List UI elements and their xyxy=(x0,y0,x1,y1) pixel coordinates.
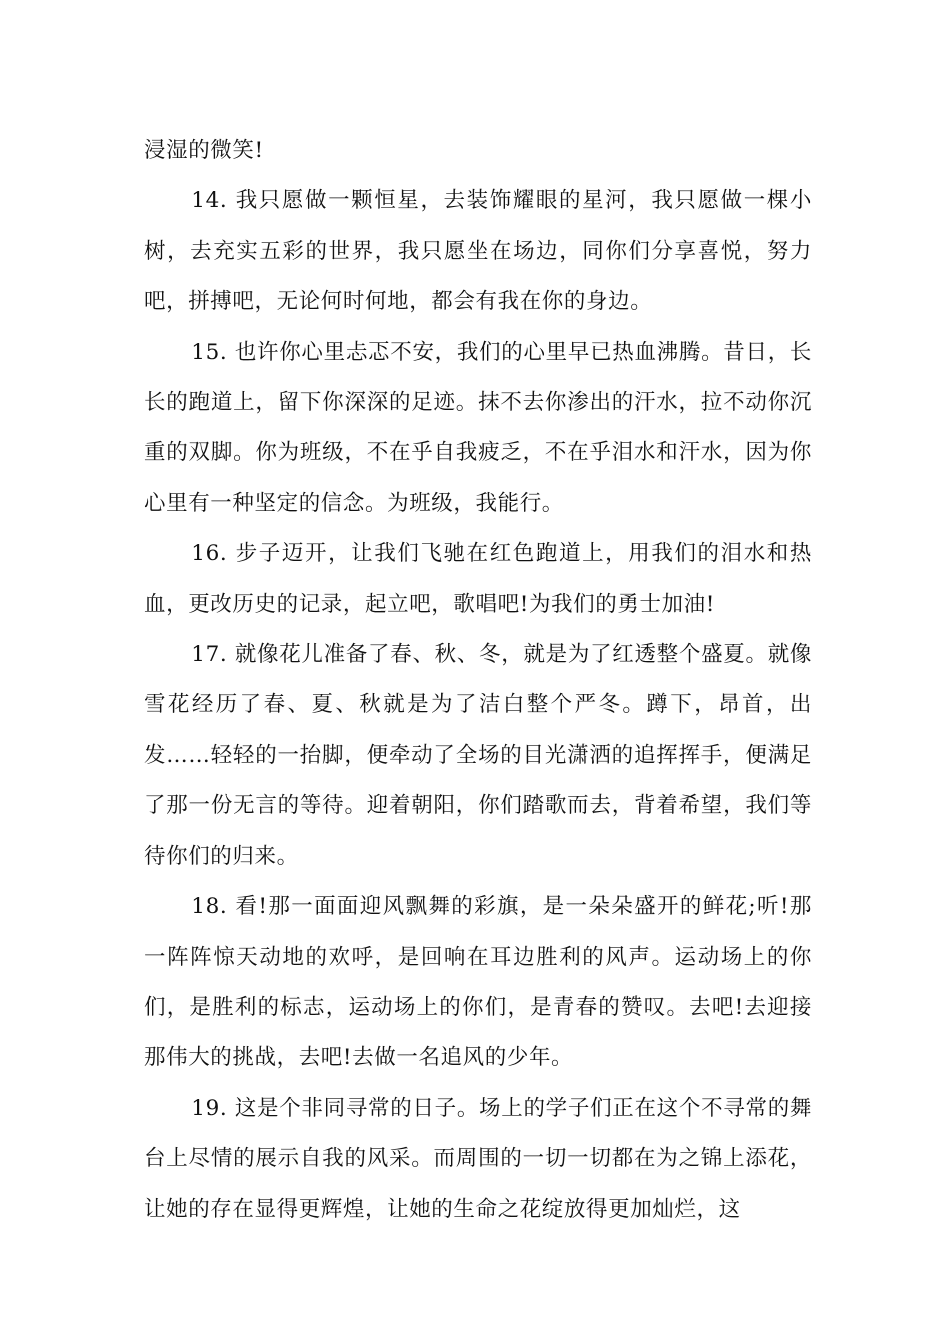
paragraph-18: 18. 看!那一面面迎风飘舞的彩旗，是一朵朵盛开的鲜花;听!那一阵阵惊天动地的欢呼，是回响在耳边胜利的风声。运动场上的你们，是胜利的标志，运动场上的你们，是青春的赞叹。去吧!去迎接那伟大的挑战，去吧!去做一名追风的少年。 xyxy=(144,894,812,1071)
paragraph-14: 14. 我只愿做一颗恒星，去装饰耀眼的星河，我只愿做一棵小树，去充实五彩的世界，我只愿坐在场边，同你们分享喜悦，努力吧，拼搏吧，无论何时何地，都会有我在你的身边。 xyxy=(144,188,812,315)
paragraph-19: 19. 这是个非同寻常的日子。场上的学子们正在这个不寻常的舞台上尽情的展示自我的风采。而周围的一切一切都在为之锦上添花，让她的存在显得更辉煌，让她的生命之花绽放得更加灿烂，这 xyxy=(144,1095,812,1222)
paragraph-16: 16. 步子迈开，让我们飞驰在红色跑道上，用我们的泪水和热血，更改历史的记录，起立吧，歌唱吧!为我们的勇士加油! xyxy=(144,541,812,617)
document-body xyxy=(144,126,812,1235)
paragraph-continuation: 浸湿的微笑! xyxy=(144,138,264,163)
paragraph-17: 17. 就像花儿准备了春、秋、冬，就是为了红透整个盛夏。就像雪花经历了春、夏、秋就是为了洁白整个严冬。蹲下，昂首，出发……轻轻的一抬脚，便牵动了全场的目光潇洒的追挥挥手，便满足了那一份无言的等待。迎着朝阳，你们踏歌而去，背着希望，我们等待你们的归来。 xyxy=(144,642,812,869)
paragraph-15: 15. 也许你心里忐忑不安，我们的心里早已热血沸腾。昔日，长长的跑道上，留下你深深的足迹。抹不去你渗出的汗水，拉不动你沉重的双脚。你为班级，不在乎自我疲乏，不在乎泪水和汗水，因为你心里有一种坚定的信念。为班级，我能行。 xyxy=(144,339,812,516)
